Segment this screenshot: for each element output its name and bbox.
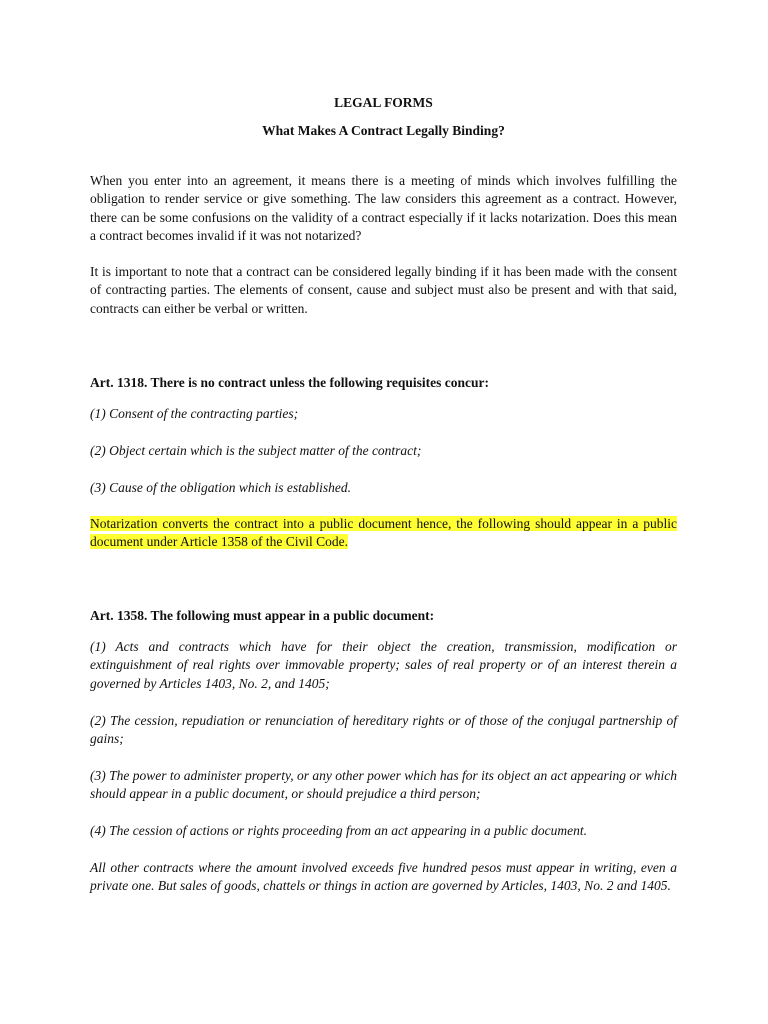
art1318-item-3: (3) Cause of the obligation which is established.	[90, 480, 351, 495]
art1318-item-2: (2) Object certain which is the subject matter of the contract;	[90, 443, 422, 458]
document-title: LEGAL FORMS	[334, 95, 433, 110]
art1318-item-1: (1) Consent of the contracting parties;	[90, 406, 299, 421]
intro-paragraph-2: It is important to note that a contract can be considered legally binding if it has been made with the consent of contracting parties. The elements of consent, cause and subject must also be present and with that said, contracts can either be verbal or written.	[90, 264, 677, 316]
notarization-note	[90, 515, 677, 552]
art1358-item-2: (2) The cession, repudiation or renunciation of hereditary rights or of those of the conjugal partnership of gains;	[90, 713, 677, 747]
art1358-heading: Art. 1358. The following must appear in a public document:	[90, 608, 435, 623]
art1358-item-3: (3) The power to administer property, or any other power which has for its object an act appearing or which should appear in a public document, or should prejudice a third person;	[90, 768, 677, 802]
art1358-closing: All other contracts where the amount involved exceeds five hundred pesos must appear in writing, even a private one. But sales of goods, chattels or things in action are governed by Articles, 1403, No. 2 and 1405.	[90, 860, 677, 894]
document-subtitle: What Makes A Contract Legally Binding?	[262, 123, 505, 138]
art1358-item-4: (4) The cession of actions or rights proceeding from an act appearing in a public document.	[90, 823, 587, 838]
art1358-item-1: (1) Acts and contracts which have for their object the creation, transmission, modification or extinguishment of real rights over immovable property; sales of real property or of an interest therein a governed by Articles 1403, No. 2, and 1405;	[90, 639, 677, 691]
intro-paragraph-1: When you enter into an agreement, it means there is a meeting of minds which involves fulfilling the obligation to render service or give something. The law considers this agreement as a contract. However, there can be some confusions on the validity of a contract especially if it lacks notarization. Does this mean a contract becomes invalid if it was not notarized?	[90, 173, 677, 244]
art1318-heading: Art. 1318. There is no contract unless the following requisites concur:	[90, 375, 489, 390]
highlighted-text: Notarization converts the contract into a public document hence, the following should appear in a public document under Article 1358 of the Civil Code.	[90, 516, 677, 550]
